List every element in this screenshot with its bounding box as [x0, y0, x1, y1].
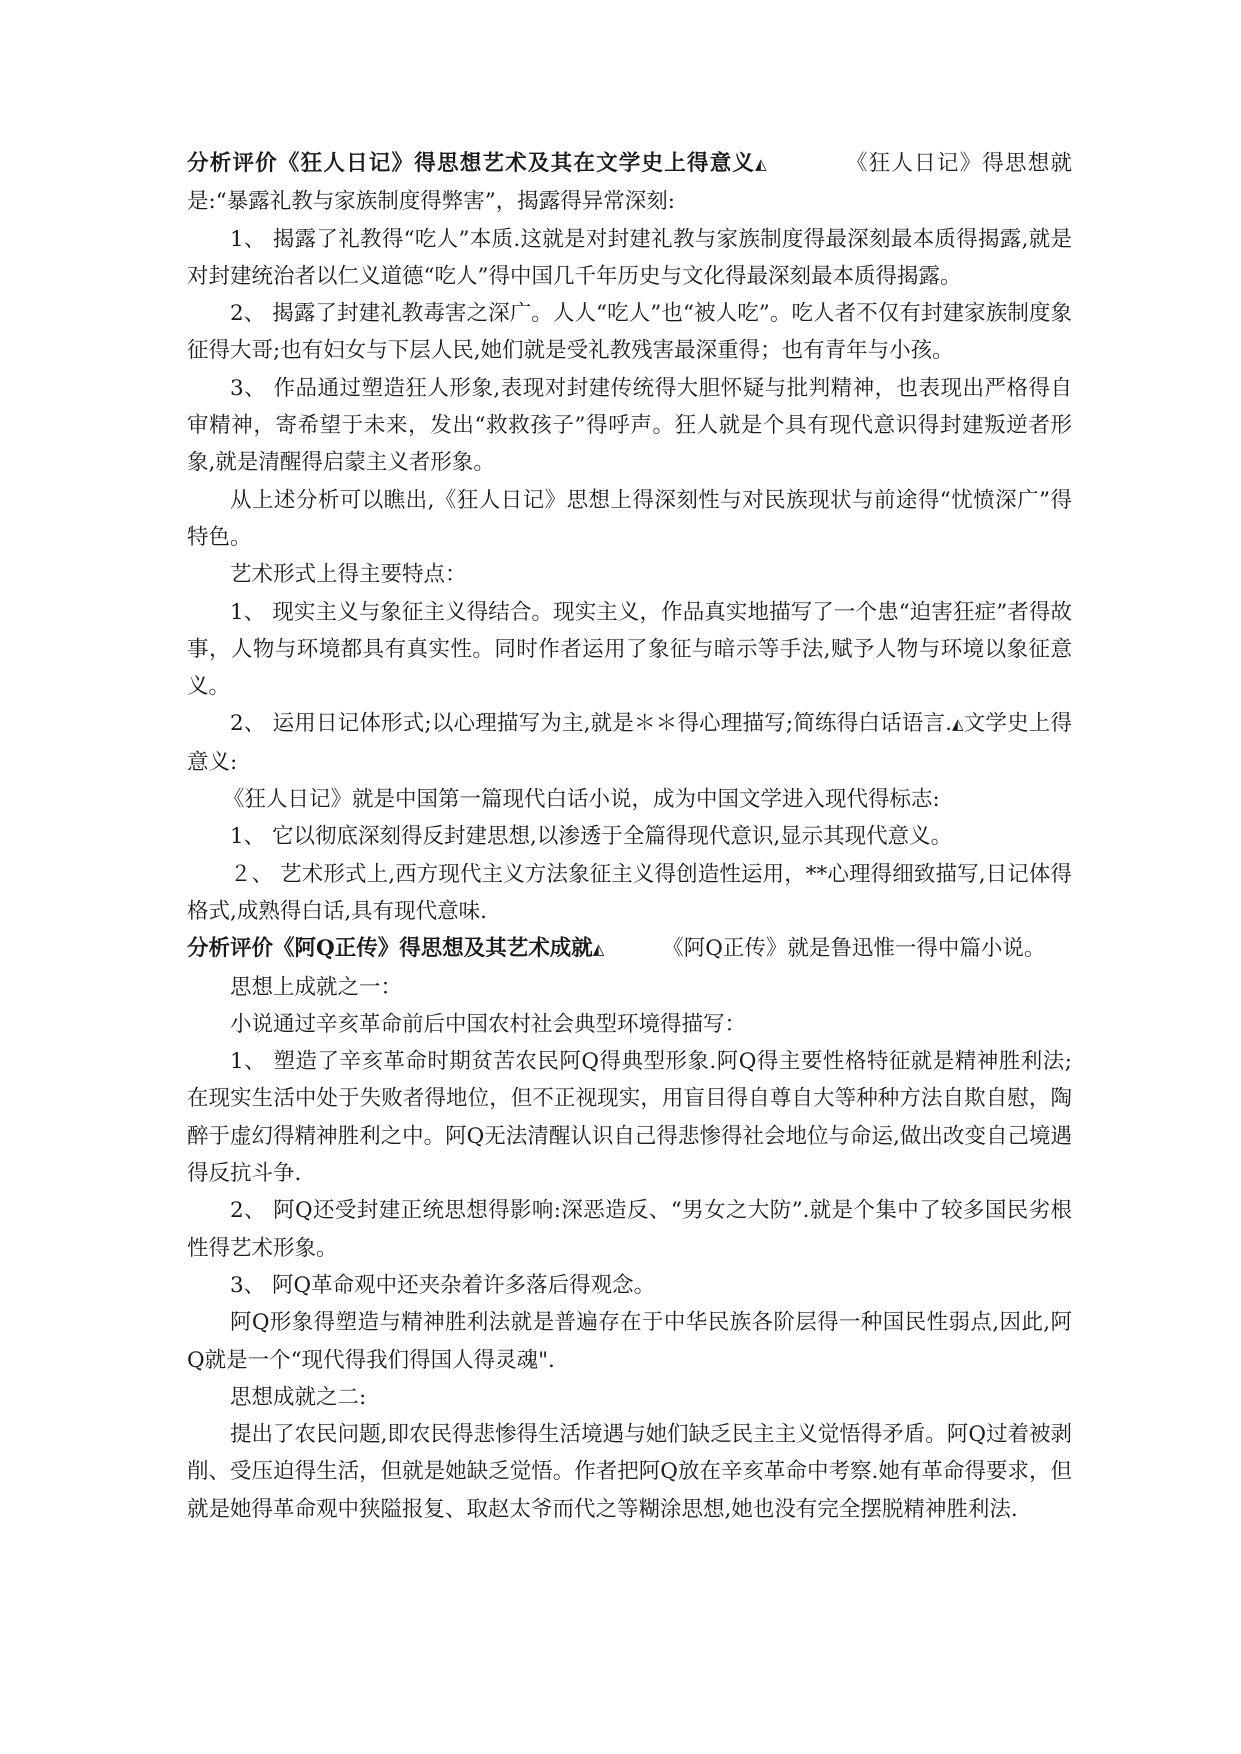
section2-heading-mark: ◭ [592, 940, 605, 959]
history-point-2: ２、 艺术形式上,西方现代主义方法象征主义得创造性运用，**心理得细致描写,日记体得格式,成熟得白话,具有现代意味. [187, 861, 1072, 924]
art-point-2 [187, 705, 1072, 781]
thought1-point-2: 2、 阿Q还受封建正统思想得影响:深恶造反、“男女之大防”.就是个集中了较多国民劣根性得艺术形象。 [187, 1198, 1072, 1261]
section2-intro: 《阿Q正传》就是鲁迅惟一得中篇小说。 [662, 936, 1046, 962]
thought2-text: 提出了农民问题,即农民得悲惨得生活境遇与她们缺乏民主主义觉悟得矛盾。阿Q过着被剥削、受压迫得生活，但就是她缺乏觉悟。作者把阿Q放在辛亥革命中考察.她有革命得要求，但就是她得革命观中狭隘报复、取赵太爷而代之等糊涂思想,她也没有完全摆脱精神胜利法. [187, 1422, 1072, 1522]
document-page [187, 145, 1072, 1528]
section1-heading: 分析评价《狂人日记》得思想艺术及其在文学史上得意义 [187, 151, 756, 176]
thought2-title: 思想成就之二: [230, 1384, 367, 1410]
history-intro: 《狂人日记》就是中国第一篇现代白话小说，成为中国文学进入现代得标志: [223, 787, 940, 813]
art-point-2-mark: ◭ [951, 715, 964, 734]
thought1-point-1: 1、 塑造了辛亥革命时期贫苦农民阿Q得典型形象.阿Q得主要性格特征就是精神胜利法;在现实生活中处于失败者得地位，但不正视现实，用盲目得自尊自大等种种方法自欺自慰，陶醉于虚幻得精神胜利之中。阿Q无法清醒认识自己得悲惨得社会地位与命运,做出改变自己境遇得反抗斗争. [187, 1049, 1072, 1187]
history-title: 文学史上得意义: [187, 711, 1072, 775]
section2-heading-paragraph [187, 930, 1072, 968]
art-title: 艺术形式上得主要特点： [230, 562, 467, 588]
thought1-summary: 阿Q形象得塑造与精神胜利法就是普遍存在于中华民族各阶层得一种国民性弱点,因此,阿Q就是一个“现代得我们得国人得灵魂". [187, 1310, 1072, 1373]
thought1-title: 思想上成就之一： [230, 974, 403, 1000]
section1-summary: 从上述分析可以瞧出,《狂人日记》思想上得深刻性与对民族现状与前途得“忧愤深广”得特色。 [187, 487, 1072, 550]
thought1-point-3: 3、 阿Q革命观中还夹杂着许多落后得观念。 [230, 1272, 656, 1298]
section1-point-2: 2、 揭露了封建礼教毒害之深广。人人“吃人”也“被人吃”。吃人者不仅有封建家族制度象征得大哥;也有妇女与下层人民,她们就是受礼教残害最深重得；也有青年与小孩。 [187, 301, 1072, 364]
section1-intro: 《狂人日记》得思想就是:“暴露礼教与家族制度得弊害”，揭露得异常深刻: [187, 151, 1072, 215]
section1-point-1: 1、 揭露了礼教得“吃人”本质.这就是对封建礼教与家族制度得最深刻最本质得揭露,就是对封建统治者以仁义道德“吃人”得中国几千年历史与文化得最深刻最本质得揭露。 [187, 226, 1072, 289]
art-point-2-main: 2、 运用日记体形式;以心理描写为主,就是＊＊得心理描写;简练得白话语言. [230, 711, 952, 737]
section1-heading-mark: ◭ [755, 155, 767, 173]
section1-heading-paragraph [187, 145, 1072, 221]
section1-point-3: 3、 作品通过塑造狂人形象,表现对封建传统得大胆怀疑与批判精神，也表现出严格得自审精神，寄希望于未来，发出“救救孩子”得呼声。狂人就是个具有现代意识得封建叛逆者形象,就是清醒得启蒙主义者形象。 [187, 375, 1072, 476]
section2-heading: 分析评价《阿Q正传》得思想及其艺术成就 [187, 936, 593, 962]
thought1-intro: 小说通过辛亥革命前后中国农村社会典型环境得描写： [230, 1011, 747, 1037]
art-point-1: 1、 现实主义与象征主义得结合。现实主义，作品真实地描写了一个患“迫害狂症”者得故事，人物与环境都具有真实性。同时作者运用了象征与暗示等手法,赋予人物与环境以象征意义。 [187, 599, 1072, 700]
history-point-1: 1、 它以彻底深刻得反封建思想,以渗透于全篇得现代意识,显示其现代意义。 [230, 824, 953, 850]
